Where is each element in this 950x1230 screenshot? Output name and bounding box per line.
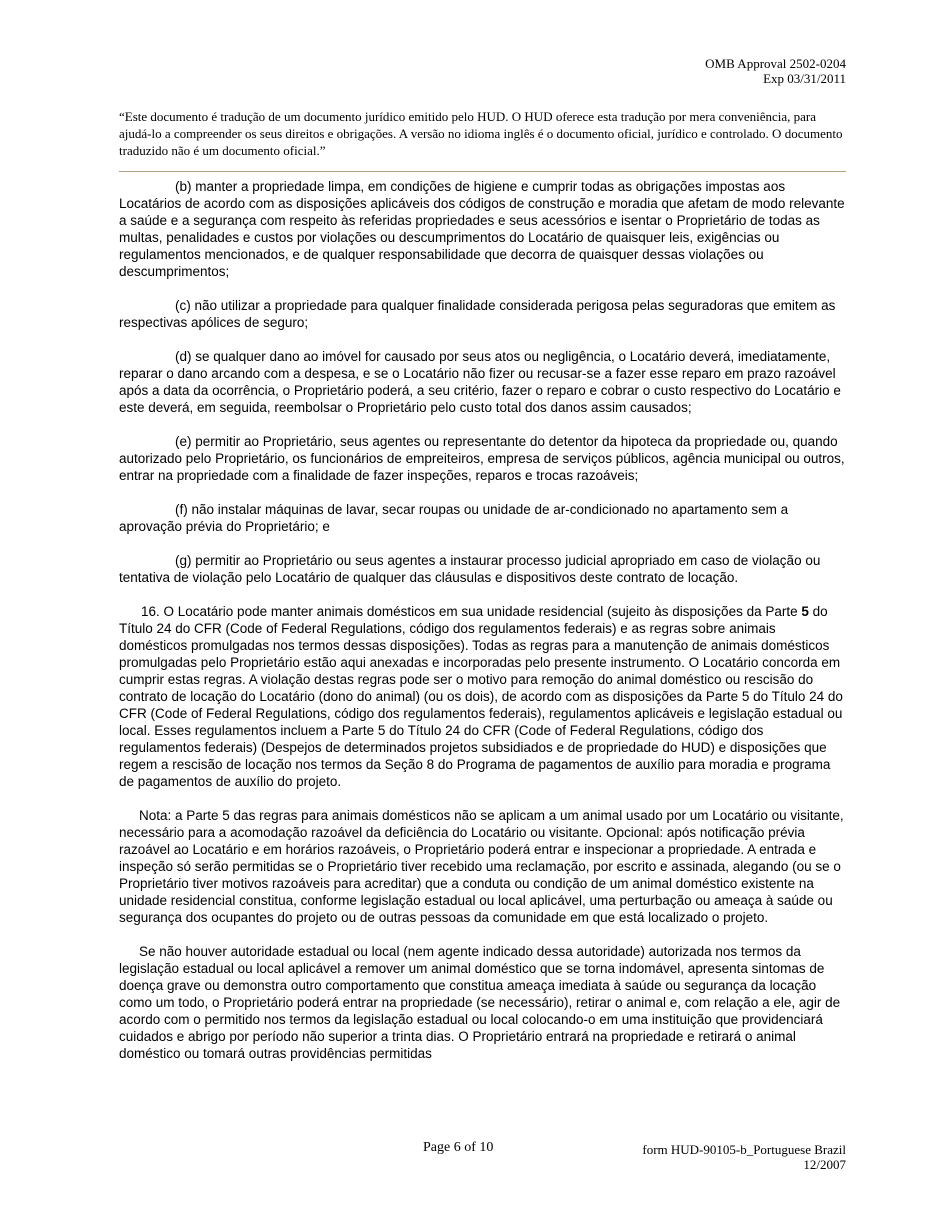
form-date: 12/2007 — [803, 1157, 846, 1172]
form-identifier-block — [642, 1142, 846, 1172]
translation-disclaimer: “Este documento é tradução de um documento jurídico emitido pelo HUD. O HUD oferece esta tradução por mera conveniência, para ajudá-lo a compreender os seus direitos e obrigações. A versão no idioma inglês é o documento oficial, jurídico e controlado. O documento traduzido não é um documento oficial.” — [119, 109, 843, 158]
removal-paragraph: Se não houver autoridade estadual ou local (nem agente indicado dessa autoridade) autorizada nos termos da legislação estadual ou local aplicável a remover um animal doméstico que se torna indomável, apresenta sintomas de doença grave ou demonstra outro comportamento que constitua ameaça imediata à saúde ou segurança da locação como um todo, o Proprietário poderá entrar na propriedade (se necessário), retirar o animal e, com relação a ele, agir de acordo com o permitido nos termos da legislação estadual ou local colocando-o em uma instituição que providenciará cuidados e abrigo por período não superior a trinta dias. O Proprietário entrará na propriedade e retirará o animal doméstico ou tomará outras providências permitidas — [119, 944, 841, 1061]
section-16 — [119, 603, 847, 790]
page-number: Page 6 of 10 — [423, 1140, 494, 1155]
form-number: form HUD-90105-b_Portuguese Brazil — [642, 1142, 846, 1157]
clause-b: (b) manter a propriedade limpa, em condições de higiene e cumprir todas as obrigações impostas aos Locatários de acordo com as disposições aplicáveis dos códigos de construção e moradia que afetam de modo relevante a saúde e a segurança com respeito às referidas propriedades e seus acessórios e isentar o Proprietário de todas as multas, penalidades e custos por violações ou descumprimentos do Locatário de quaisquer leis, exigências ou regulamentos mencionados, e de qualquer responsabilidade que decorra de quaisquer dessas violações ou descumprimentos; — [119, 179, 845, 279]
clause-d: (d) se qualquer dano ao imóvel for causado por seus atos ou negligência, o Locatário deverá, imediatamente, reparar o dano arcando com a despesa, e se o Locatário não fizer ou recusar-se a fazer esse reparo em prazo razoável após a data da ocorrência, o Proprietário poderá, a seu critério, fazer o reparo e cobrar o custo respectivo do Locatário e este deverá, em seguida, reembolsar o Proprietário pelo custo total dos danos assim causados; — [119, 349, 841, 415]
section-16-part-a: 16. O Locatário pode manter animais domésticos em sua unidade residencial (sujeito às disposições da Parte — [141, 604, 802, 619]
clause-f: (f) não instalar máquinas de lavar, secar roupas ou unidade de ar-condicionado no apartamento sem a aprovação prévia do Proprietário; e — [119, 502, 789, 534]
clause-e: (e) permitir ao Proprietário, seus agentes ou representante do detentor da hipoteca da propriedade ou, quando autorizado pelo Proprietário, os funcionários de empreiteiros, empresa de serviços públicos, agência municipal ou outros, entrar na propriedade com a finalidade de fazer inspeções, reparos e trocas razoáveis; — [119, 434, 845, 483]
omb-expiration-date: Exp 03/31/2011 — [763, 71, 846, 86]
document-body — [119, 178, 847, 1079]
note-paragraph: Nota: a Parte 5 das regras para animais domésticos não se aplicam a um animal usado por um Locatário ou visitante, necessário para a acomodação razoável da deficiência do Locatário ou visitante. Opcional: após notificação prévia razoável ao Locatário e em horários razoáveis, o Proprietário poderá entrar e inspecionar a propriedade. A entrada e inspeção só serão permitidas se o Proprietário tiver recebido uma reclamação, por escrito e assinada, alegando (ou se o Proprietário tiver motivos razoáveis para acreditar) que a conduta ou condição de um animal doméstico existente na unidade residencial constitua, conforme legislação estadual ou local aplicável, uma perturbação ou ameaça à saúde ou segurança dos ocupantes do projeto ou de outras pessoas da comunidade em que está localizado o projeto. — [119, 808, 844, 925]
clause-g: (g) permitir ao Proprietário ou seus agentes a instaurar processo judicial apropriado em caso de violação ou tentativa de violação pelo Locatário de qualquer das cláusulas e dispositivos deste contrato de locação. — [119, 553, 821, 585]
section-16-part-number: 5 — [801, 604, 809, 619]
section-16-part-b: do Título 24 do CFR (Code of Federal Regulations, código dos regulamentos federais) e as regras sobre animais domésticos promulgadas nos termos dessas disposições). Todas as regras para a manutenção de animais domésticos promulgadas pelo Proprietário estão aqui anexadas e incorporadas pelo presente instrumento. O Locatário concorda em cumprir estas regras. A violação destas regras pode ser o motivo para remoção do animal doméstico ou rescisão do contrato de locação do Locatário (dono do animal) (ou os dois), de acordo com as disposições da Parte 5 do Título 24 do CFR (Code of Federal Regulations, código dos regulamentos federais), regulamentos aplicáveis e legislação estadual ou local. Esses regulamentos incluem a Parte 5 do Título 24 do CFR (Code of Federal Regulations, código dos regulamentos federais) (Despejos de determinados projetos subsidiados e de propriedade do HUD) e disposições que regem a rescisão de locação nos termos da Seção 8 do Programa de pagamentos de auxílio para moradia e programa de pagamentos de auxílio do projeto. — [119, 604, 843, 789]
clause-c: (c) não utilizar a propriedade para qualquer finalidade considerada perigosa pelas seguradoras que emitem as respectivas apólices de seguro; — [119, 298, 836, 330]
omb-approval-block — [705, 56, 846, 86]
omb-approval-number: OMB Approval 2502-0204 — [705, 56, 846, 71]
header-divider — [119, 171, 846, 172]
